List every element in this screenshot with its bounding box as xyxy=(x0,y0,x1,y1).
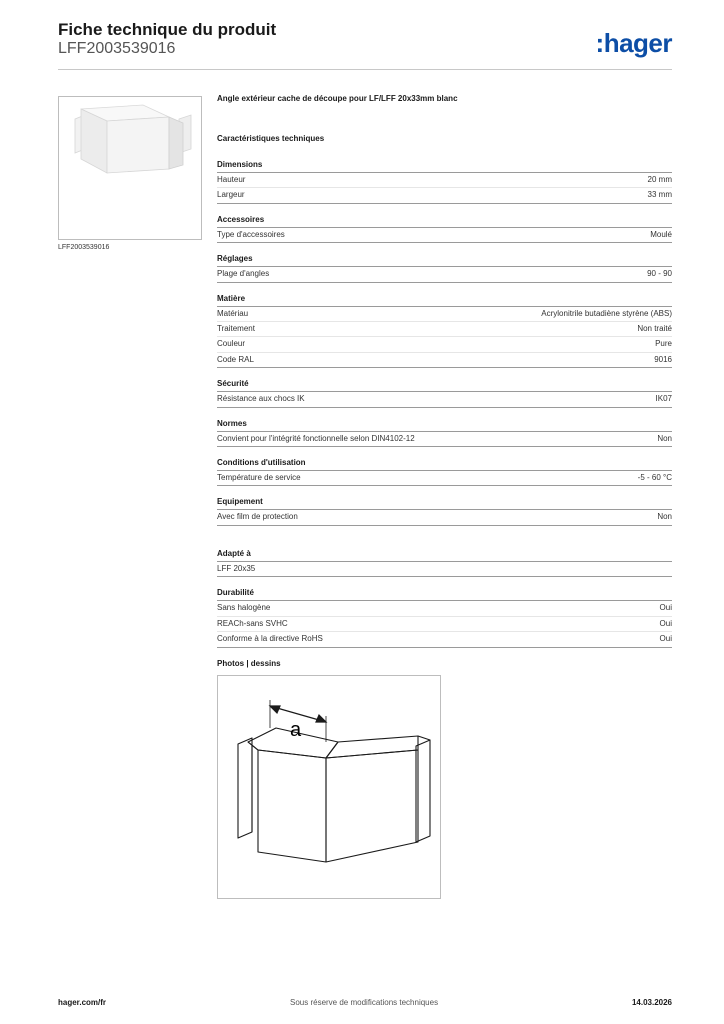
section-durabilite xyxy=(217,588,672,647)
table-row: Code RAL 9016 xyxy=(217,353,672,368)
section-title: Réglages xyxy=(217,254,672,267)
table-row: Sans halogène Oui xyxy=(217,601,672,616)
dimension-label: a xyxy=(290,719,302,741)
table-row: Traitement Non traité xyxy=(217,322,672,337)
section-securite xyxy=(217,379,672,407)
table-row: LFF 20x35 xyxy=(217,562,672,577)
table-row: Largeur 33 mm xyxy=(217,188,672,203)
section-title: Matière xyxy=(217,294,672,307)
footer-date: 14.03.2026 xyxy=(631,998,672,1007)
section-dimensions xyxy=(217,160,672,204)
technical-drawing xyxy=(217,675,441,899)
product-thumbnail xyxy=(58,96,202,240)
hager-logo: :hager xyxy=(595,28,672,58)
tech-characteristics-heading: Caractéristiques techniques xyxy=(217,134,325,143)
section-adapte xyxy=(217,549,672,577)
table-row: Température de service -5 - 60 °C xyxy=(217,471,672,486)
technical-drawing-image xyxy=(218,676,440,898)
table-row: REACh-sans SVHC Oui xyxy=(217,617,672,632)
product-reference: LFF2003539016 xyxy=(58,40,176,57)
table-row: Hauteur 20 mm xyxy=(217,173,672,188)
table-row: Convient pour l'intégrité fonctionnelle selon DIN4102-12 Non xyxy=(217,432,672,447)
table-row: Résistance aux chocs IK IK07 xyxy=(217,392,672,407)
section-title: Normes xyxy=(217,419,672,432)
footer-website: hager.com/fr xyxy=(58,998,107,1007)
table-row: Avec film de protection Non xyxy=(217,510,672,525)
section-accessoires xyxy=(217,215,672,243)
section-title: Accessoires xyxy=(217,215,672,228)
table-row: Couleur Pure xyxy=(217,337,672,352)
table-row: Type d'accessoires Moulé xyxy=(217,228,672,243)
section-equipement xyxy=(217,497,672,525)
section-conditions xyxy=(217,458,672,486)
footer-disclaimer: Sous réserve de modifications techniques xyxy=(290,998,439,1007)
section-matiere xyxy=(217,294,672,369)
header-divider xyxy=(58,69,672,70)
section-title: Adapté à xyxy=(217,549,672,562)
page-title: Fiche technique du produit xyxy=(58,20,277,39)
table-row: Matériau Acrylonitrile butadiène styrène (ABS) xyxy=(217,307,672,322)
table-row: Plage d'angles 90 - 90 xyxy=(217,267,672,282)
product-thumbnail-image xyxy=(59,97,201,239)
table-row: Conforme à la directive RoHS Oui xyxy=(217,632,672,647)
thumbnail-caption: LFF2003539016 xyxy=(58,244,110,251)
product-details xyxy=(217,94,672,669)
section-title: Durabilité xyxy=(217,588,672,601)
section-title: Dimensions xyxy=(217,160,672,173)
photos-heading: Photos | dessins xyxy=(217,658,281,668)
section-normes xyxy=(217,419,672,447)
section-title: Equipement xyxy=(217,497,672,510)
product-title: Angle extérieur cache de découpe pour LF/LFF 20x33mm blanc xyxy=(217,94,458,103)
section-reglages xyxy=(217,254,672,282)
section-title: Conditions d'utilisation xyxy=(217,458,672,471)
section-title: Sécurité xyxy=(217,379,672,392)
